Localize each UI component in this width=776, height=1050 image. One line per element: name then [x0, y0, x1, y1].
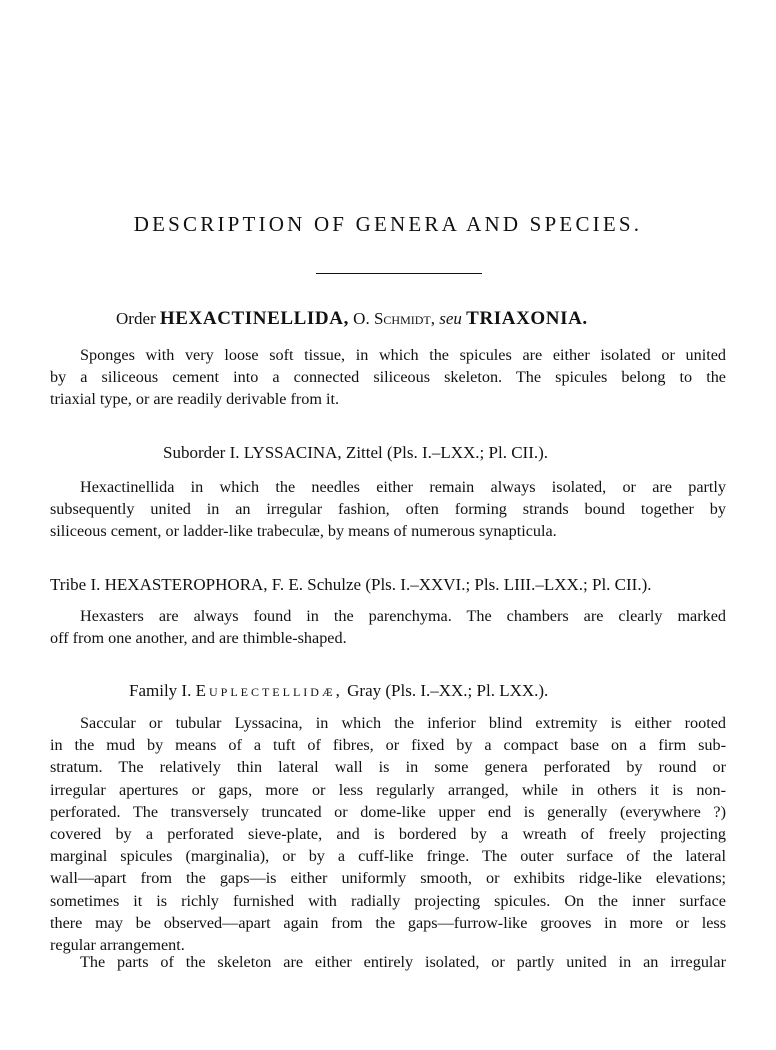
suborder-description	[50, 476, 726, 543]
text-line: stratum. The relatively thin lateral wall is in some genera perforated by round or	[50, 758, 726, 777]
order-prefix: Order	[116, 309, 156, 328]
text-line: sometimes it is richly furnished with radially projecting spicules. On the inner surface	[50, 891, 726, 910]
text-line: Sponges with very loose soft tissue, in which the spicules are either isolated or united	[80, 346, 726, 364]
text-line: perforated. The transversely truncated or dome-like upper end is generally (everywhere ?)	[50, 802, 726, 821]
page-title: DESCRIPTION OF GENERA AND SPECIES.	[133, 212, 643, 236]
suborder-heading: Suborder I. LYSSACINA, Zittel (Pls. I.–LXX.; Pl. CII.).	[163, 443, 549, 462]
text-line: there may be observed—apart again from the gaps—furrow-like grooves in more or less	[50, 913, 726, 932]
order-seu: seu	[439, 309, 462, 328]
family-rest: Gray (Pls. I.–XX.; Pl. LXX.).	[347, 681, 549, 700]
text-line: triaxial type, or are readily derivable from it.	[50, 390, 340, 409]
order-name: HEXACTINELLIDA,	[159, 308, 349, 329]
title-divider	[316, 273, 482, 274]
text-line: wall—apart from the gaps—is either uniformly smooth, or exhibits ridge-like elevations;	[50, 869, 726, 888]
tribe-heading: Tribe I. HEXASTEROPHORA, F. E. Schulze (Pls. I.–XXVI.; Pls. LIII.–LXX.; Pl. CII.).	[50, 575, 652, 594]
family-name: Euplectellidæ,	[195, 681, 343, 700]
text-line: Hexactinellida in which the needles either remain always isolated, or are partly	[80, 478, 726, 496]
family-prefix: Family I.	[129, 681, 192, 700]
skeleton-description	[50, 951, 726, 973]
order-heading	[116, 308, 588, 330]
order-alt-name: TRIAXONIA.	[466, 308, 588, 329]
text-line: marginal spicules (marginalia), or by a cuff-like fringe. The outer surface of the lateral	[50, 847, 726, 866]
family-description	[50, 712, 726, 956]
family-heading	[129, 681, 548, 701]
text-line: covered by a perforated sieve-plate, and is bordered by a wreath of freely projecting	[50, 825, 726, 844]
text-line: by a siliceous cement into a connected siliceous skeleton. The spicules belong to the	[50, 368, 726, 387]
text-line: irregular apertures or gaps, more or less regularly arranged, while in others it is non-	[50, 780, 726, 799]
text-line: Saccular or tubular Lyssacina, in which the inferior blind extremity is either rooted	[80, 714, 726, 732]
order-description	[50, 344, 726, 411]
text-line: Hexasters are always found in the parenchyma. The chambers are clearly marked	[80, 607, 726, 625]
order-author: O. Schmidt,	[353, 309, 435, 328]
text-line: The parts of the skeleton are either entirely isolated, or partly united in an irregular	[80, 953, 726, 971]
text-line: off from one another, and are thimble-shaped.	[50, 629, 347, 648]
text-line: in the mud by means of a tuft of fibres, or fixed by a compact base on a firm sub-	[50, 736, 726, 755]
text-line: siliceous cement, or ladder-like trabeculæ, by means of numerous synapticula.	[50, 522, 557, 541]
tribe-description	[50, 605, 726, 649]
text-line: subsequently united in an irregular fashion, often forming strands bound together by	[50, 500, 726, 519]
text-line: regular arrangement.	[50, 936, 185, 955]
